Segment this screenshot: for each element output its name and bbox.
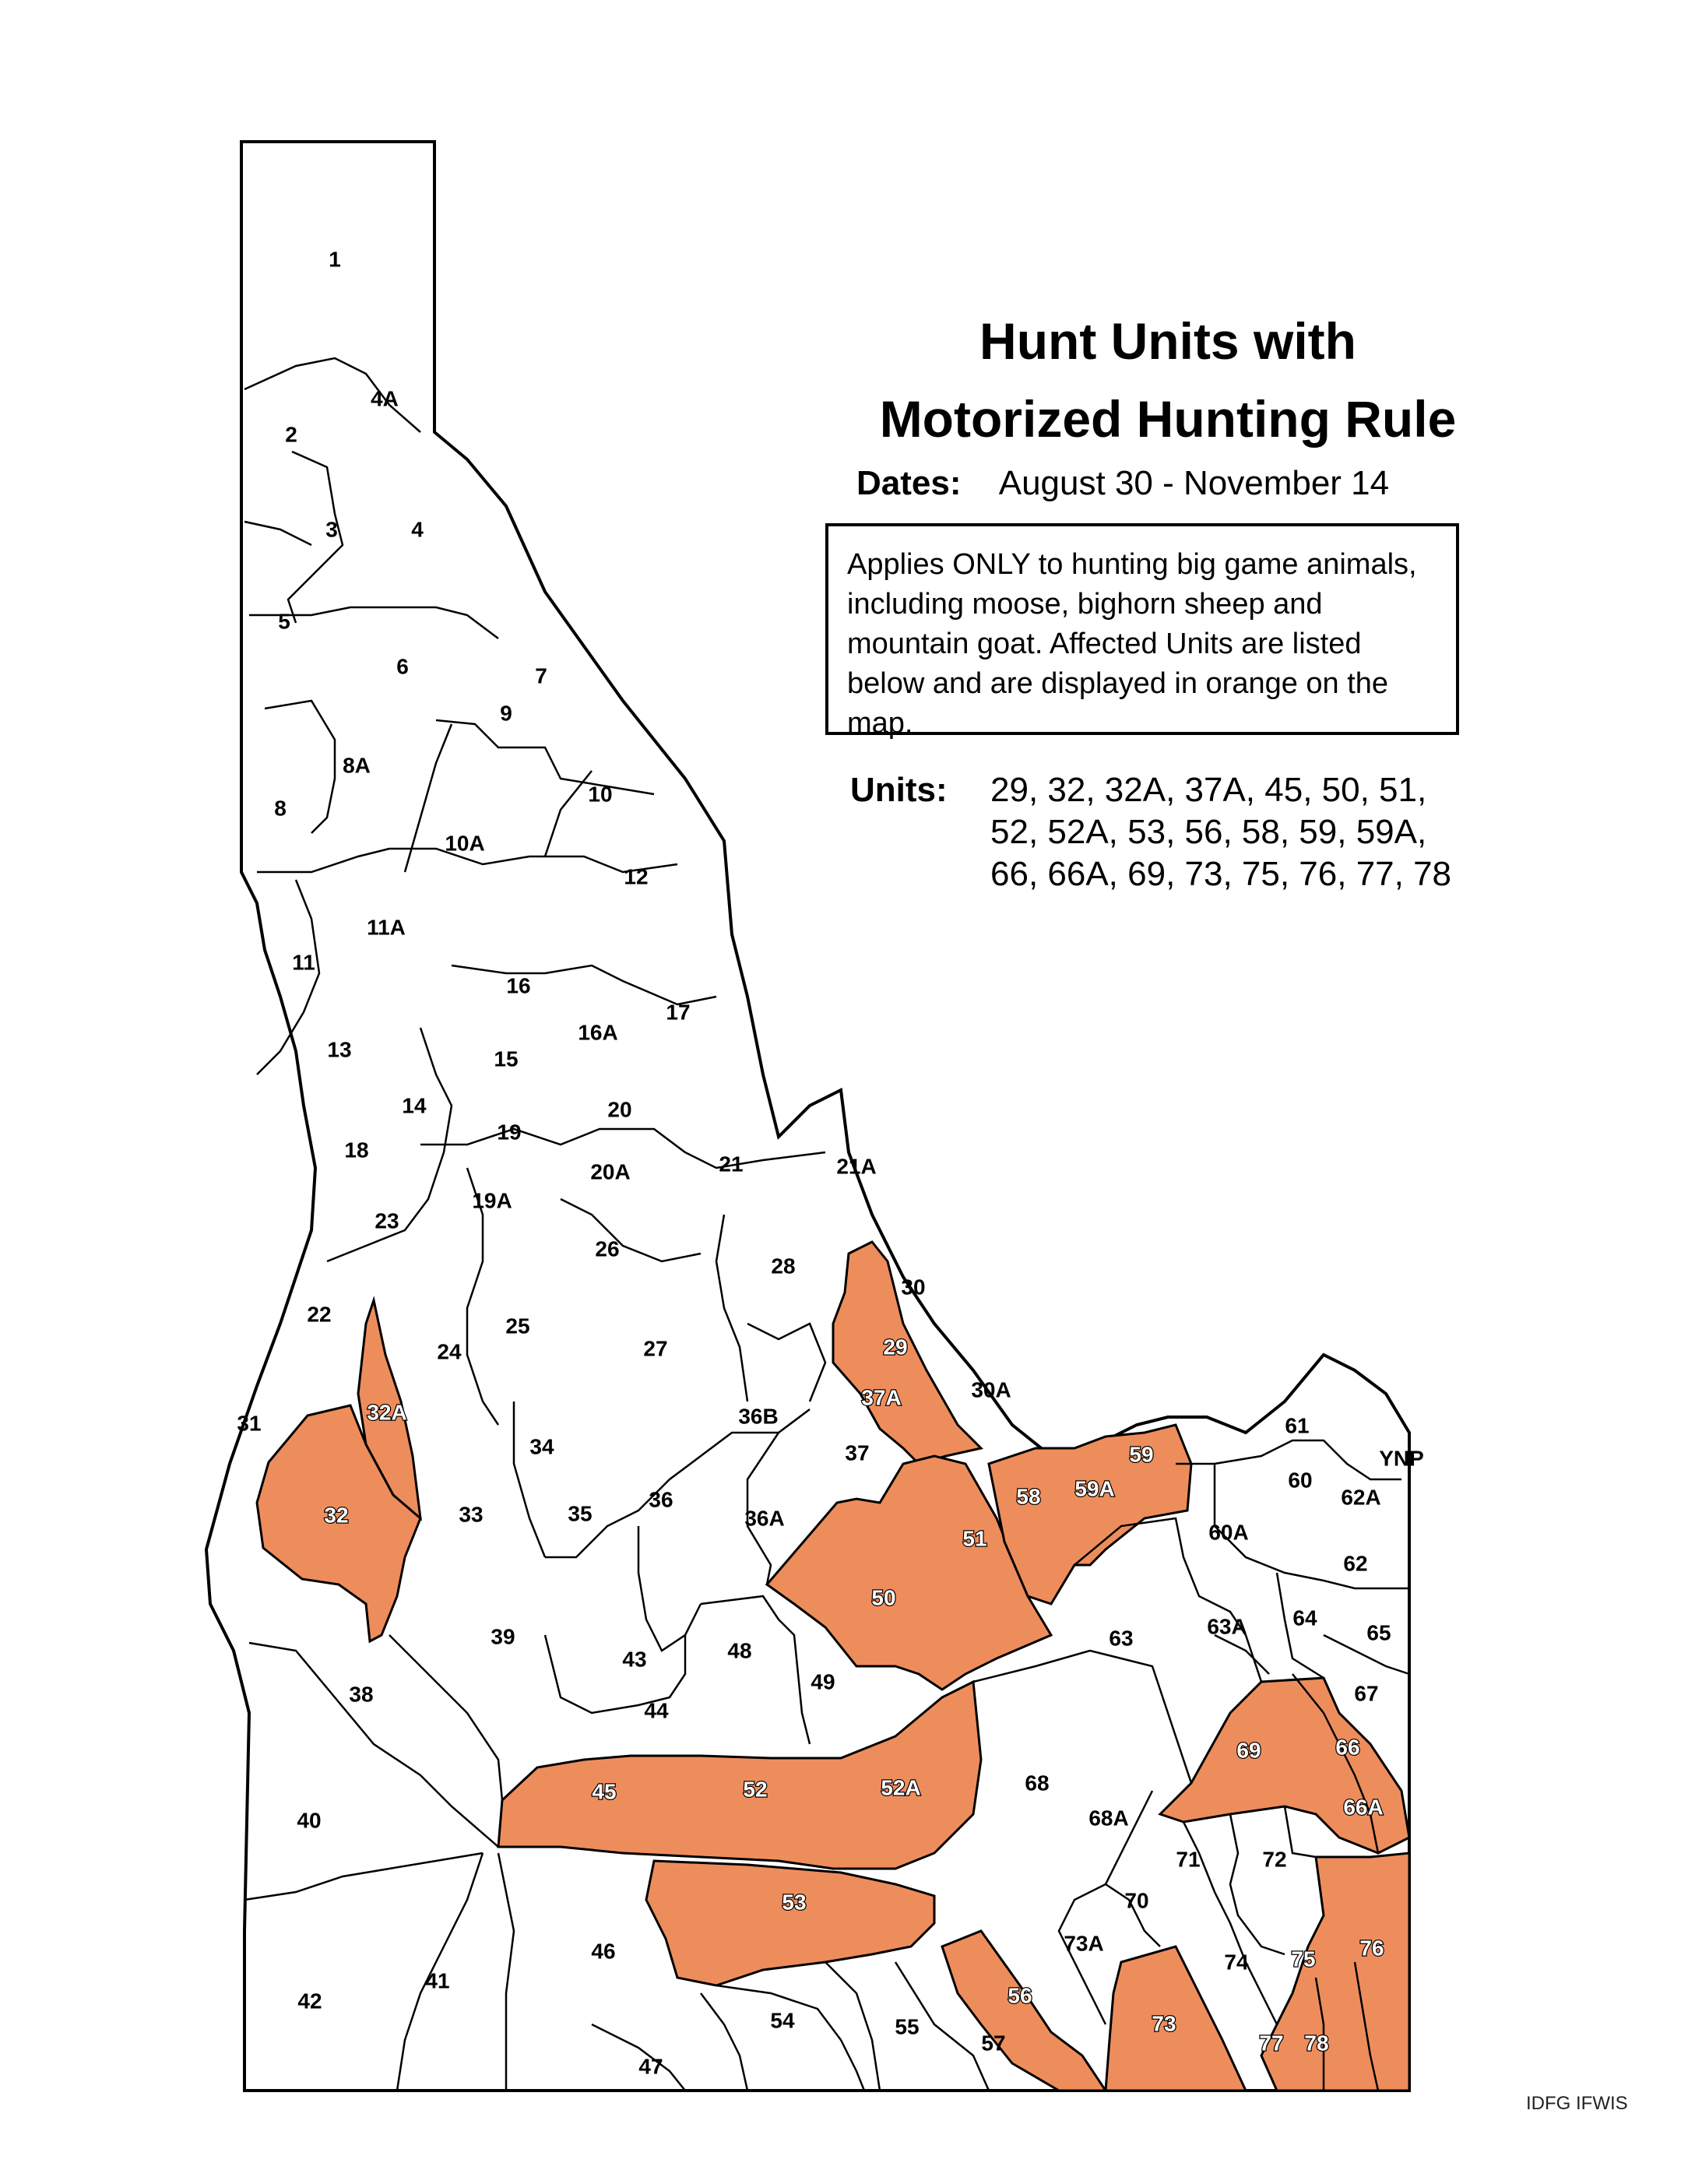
unit-label-10a: 10A bbox=[445, 831, 485, 856]
unit-label-41: 41 bbox=[425, 1968, 450, 1993]
unit-label-52: 52 bbox=[743, 1777, 768, 1802]
unit-label-57: 57 bbox=[981, 2031, 1006, 2056]
unit-label-60: 60 bbox=[1288, 1468, 1313, 1493]
unit-label-3: 3 bbox=[325, 517, 338, 542]
units-line-3: 66, 66A, 69, 73, 75, 76, 77, 78 bbox=[990, 855, 1452, 893]
rule-description-box: Applies ONLY to hunting big game animals, including moose, bighorn sheep and mountain goat. Affected Units are listed below and are displayed in orange on the map. bbox=[825, 523, 1459, 735]
unit-label-75: 75 bbox=[1291, 1947, 1316, 1971]
unit-label-51: 51 bbox=[962, 1526, 987, 1551]
unit-label-61: 61 bbox=[1285, 1413, 1310, 1438]
unit-label-76: 76 bbox=[1359, 1936, 1384, 1961]
unit-label-16a: 16A bbox=[578, 1020, 618, 1045]
map-title-line-1: Hunt Units with bbox=[979, 312, 1356, 370]
unit-label-30a: 30A bbox=[971, 1377, 1011, 1402]
unit-label-59: 59 bbox=[1129, 1442, 1154, 1467]
unit-label-45: 45 bbox=[592, 1779, 617, 1804]
unit-label-23: 23 bbox=[375, 1208, 399, 1233]
unit-label-22: 22 bbox=[307, 1302, 332, 1327]
unit-label-29: 29 bbox=[883, 1335, 908, 1359]
unit-label-31: 31 bbox=[237, 1411, 262, 1436]
unit-label-55: 55 bbox=[895, 2014, 920, 2039]
unit-label-12: 12 bbox=[624, 864, 649, 889]
unit-label-50: 50 bbox=[871, 1585, 896, 1610]
unit-label-43: 43 bbox=[622, 1647, 647, 1672]
unit-label-8a: 8A bbox=[343, 753, 371, 778]
unit-label-56: 56 bbox=[1008, 1983, 1032, 2008]
unit-label-42: 42 bbox=[297, 1989, 322, 2013]
unit-label-11a: 11A bbox=[367, 915, 406, 940]
unit-label-66a: 66A bbox=[1343, 1795, 1384, 1820]
unit-label-36: 36 bbox=[649, 1487, 673, 1512]
unit-label-49: 49 bbox=[811, 1669, 835, 1694]
unit-label-36b: 36B bbox=[738, 1404, 779, 1429]
unit-label-60a: 60A bbox=[1208, 1520, 1249, 1545]
unit-label-34: 34 bbox=[529, 1434, 554, 1459]
unit-label-18: 18 bbox=[344, 1138, 369, 1162]
unit-label-4a: 4A bbox=[371, 386, 399, 411]
unit-label-14: 14 bbox=[402, 1093, 427, 1118]
unit-label-4: 4 bbox=[411, 517, 424, 542]
unit-label-73a: 73A bbox=[1064, 1931, 1104, 1956]
unit-label-36a: 36A bbox=[744, 1506, 785, 1531]
unit-label-39: 39 bbox=[491, 1624, 515, 1649]
unit-label-54: 54 bbox=[770, 2008, 795, 2033]
unit-label-13: 13 bbox=[327, 1037, 352, 1062]
source-credit: IDFG IFWIS bbox=[1526, 2093, 1628, 2114]
unit-label-62a: 62A bbox=[1341, 1485, 1381, 1510]
unit-label-24: 24 bbox=[437, 1339, 462, 1364]
units-line-2: 52, 52A, 53, 56, 58, 59, 59A, bbox=[990, 813, 1427, 851]
unit-label-ynp: YNP bbox=[1379, 1446, 1424, 1471]
unit-label-66: 66 bbox=[1335, 1735, 1360, 1760]
unit-label-68a: 68A bbox=[1088, 1806, 1129, 1831]
unit-label-63: 63 bbox=[1109, 1626, 1134, 1651]
dates-value: August 30 - November 14 bbox=[998, 464, 1390, 502]
unit-label-38: 38 bbox=[349, 1682, 374, 1707]
unit-label-16: 16 bbox=[506, 973, 531, 998]
unit-label-53: 53 bbox=[782, 1890, 807, 1915]
unit-label-2: 2 bbox=[285, 422, 297, 447]
unit-label-37a: 37A bbox=[861, 1385, 902, 1410]
unit-label-30: 30 bbox=[901, 1275, 926, 1299]
unit-label-11: 11 bbox=[292, 950, 315, 975]
unit-label-32: 32 bbox=[324, 1503, 349, 1528]
unit-label-32a: 32A bbox=[367, 1400, 407, 1425]
unit-label-77: 77 bbox=[1259, 2031, 1284, 2056]
unit-label-37: 37 bbox=[845, 1440, 870, 1465]
unit-label-5: 5 bbox=[278, 609, 290, 634]
unit-label-58: 58 bbox=[1016, 1484, 1041, 1509]
unit-label-27: 27 bbox=[643, 1336, 668, 1361]
unit-label-73: 73 bbox=[1152, 2011, 1176, 2036]
unit-label-44: 44 bbox=[644, 1698, 669, 1723]
unit-label-71: 71 bbox=[1176, 1847, 1201, 1872]
unit-label-52a: 52A bbox=[881, 1775, 921, 1800]
season-dates bbox=[856, 464, 1389, 503]
unit-label-59a: 59A bbox=[1074, 1476, 1115, 1501]
dates-label: Dates: bbox=[856, 464, 962, 502]
unit-label-63a: 63A bbox=[1207, 1614, 1247, 1639]
unit-label-8: 8 bbox=[274, 796, 287, 821]
unit-label-64: 64 bbox=[1292, 1605, 1317, 1630]
unit-label-10: 10 bbox=[588, 782, 613, 807]
map-title-line-2: Motorized Hunting Rule bbox=[879, 390, 1457, 448]
unit-label-47: 47 bbox=[638, 2054, 663, 2079]
unit-label-20: 20 bbox=[607, 1097, 632, 1122]
unit-label-21a: 21A bbox=[836, 1154, 877, 1179]
unit-label-6: 6 bbox=[396, 654, 409, 679]
unit-label-70: 70 bbox=[1124, 1888, 1149, 1913]
unit-label-17: 17 bbox=[666, 1000, 691, 1025]
unit-label-74: 74 bbox=[1224, 1950, 1249, 1975]
unit-label-20a: 20A bbox=[590, 1159, 631, 1184]
unit-label-33: 33 bbox=[459, 1502, 484, 1527]
unit-label-46: 46 bbox=[591, 1939, 616, 1964]
unit-label-68: 68 bbox=[1025, 1771, 1050, 1795]
unit-label-69: 69 bbox=[1236, 1738, 1261, 1763]
unit-label-15: 15 bbox=[494, 1046, 519, 1071]
unit-label-67: 67 bbox=[1354, 1681, 1379, 1706]
unit-label-28: 28 bbox=[771, 1254, 796, 1278]
unit-label-65: 65 bbox=[1366, 1620, 1391, 1645]
unit-label-35: 35 bbox=[568, 1501, 593, 1526]
unit-label-48: 48 bbox=[727, 1638, 752, 1663]
units-line-1: 29, 32, 32A, 37A, 45, 50, 51, bbox=[990, 771, 1427, 809]
units-label: Units: bbox=[850, 771, 948, 809]
unit-label-7: 7 bbox=[535, 663, 547, 688]
unit-label-19a: 19A bbox=[472, 1188, 512, 1213]
unit-label-62: 62 bbox=[1343, 1551, 1368, 1576]
unit-label-19: 19 bbox=[497, 1120, 522, 1145]
unit-label-9: 9 bbox=[500, 701, 512, 726]
unit-label-40: 40 bbox=[297, 1808, 322, 1833]
unit-label-21: 21 bbox=[719, 1152, 744, 1176]
unit-label-25: 25 bbox=[505, 1314, 530, 1338]
unit-label-72: 72 bbox=[1262, 1847, 1287, 1872]
unit-label-26: 26 bbox=[595, 1236, 620, 1261]
unit-label-1: 1 bbox=[329, 247, 341, 272]
unit-label-78: 78 bbox=[1304, 2031, 1329, 2056]
